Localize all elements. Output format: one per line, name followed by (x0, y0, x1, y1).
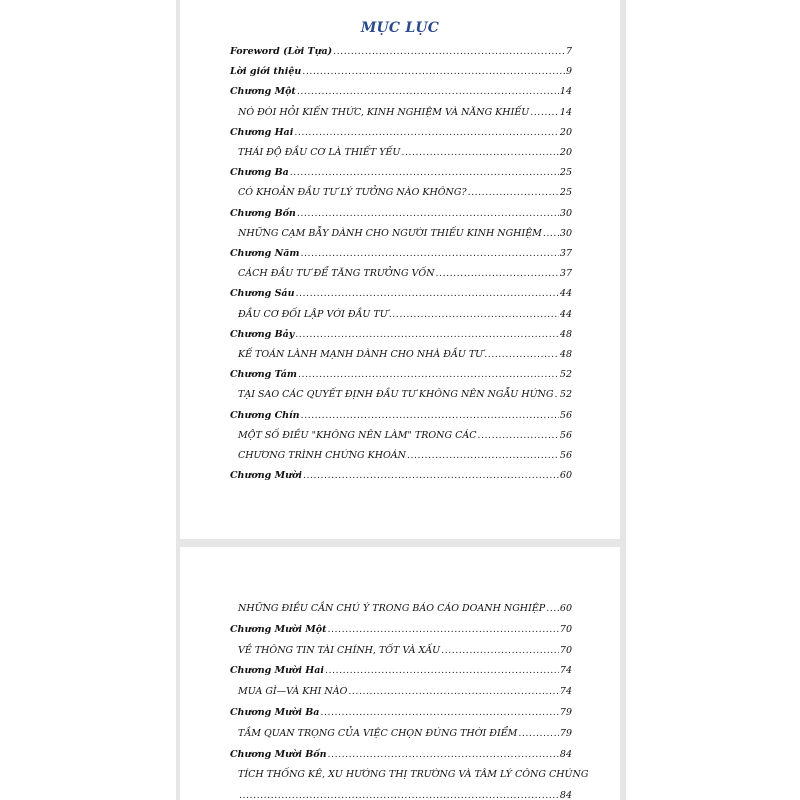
toc-leader-dots (543, 228, 559, 240)
toc-entry (230, 745, 572, 761)
toc-entry (238, 786, 572, 800)
toc-entry-label: Chương Bốn (230, 207, 296, 219)
toc-entry-page-number: 20 (559, 126, 572, 138)
toc-entry-label: Chương Chín (230, 409, 300, 421)
toc-entry (238, 724, 572, 740)
toc-entry-label: TẦM QUAN TRỌNG CỦA VIỆC CHỌN ĐÚNG THỜI ĐIỂM (238, 727, 518, 739)
toc-entry-page-number: 70 (559, 644, 572, 656)
toc-entry-page-number: 25 (559, 167, 572, 179)
toc-entry (230, 466, 572, 482)
toc-entry-label: Chương Mười Ba (230, 707, 320, 718)
document-page-1 (180, 0, 620, 539)
toc-entry (238, 682, 572, 698)
toc-entry-page-number: 25 (559, 187, 572, 199)
toc-entry (230, 661, 572, 677)
toc-entry (238, 264, 572, 280)
toc-entry-page-number: 30 (559, 207, 572, 219)
toc-leader-dots (407, 450, 559, 462)
toc-entry-label: Chương Mười Bốn (230, 748, 327, 760)
toc-entry-label: Chương Mười (230, 470, 302, 482)
toc-entry-label: ĐẦU CƠ ĐỐI LẬP VỚI ĐẦU TƯ (238, 308, 388, 320)
toc-entry-label: Chương Tám (230, 369, 297, 381)
toc-entry-label: Chương Ba (230, 167, 289, 179)
toc-entry (230, 163, 572, 179)
toc-entry (230, 42, 572, 58)
document-page-2 (180, 547, 620, 800)
toc-entry (230, 325, 572, 341)
toc-entry-page-number: 56 (559, 429, 572, 441)
toc-entry (238, 345, 572, 361)
toc-leader-dots (296, 288, 559, 300)
toc-entry-label: CÁCH ĐẦU TƯ ĐỂ TĂNG TRƯỞNG VỐN (238, 268, 435, 280)
toc-entry-label: Chương Bảy (230, 328, 295, 340)
toc-entry-label: Lời giới thiệu (230, 66, 302, 78)
toc-entry (238, 765, 589, 781)
toc-entry (230, 365, 572, 381)
toc-entry (230, 62, 572, 78)
toc-entry (238, 305, 572, 321)
toc-leader-dots (348, 686, 559, 698)
toc-leader-dots (298, 369, 559, 381)
toc-entry-label: THÁI ĐỘ ĐẦU CƠ LÀ THIẾT YẾU (238, 147, 401, 158)
toc-leader-dots (333, 46, 565, 58)
toc-entry-page-number: 14 (559, 86, 572, 98)
toc-entry-label: TÍCH THỐNG KÊ, XU HƯỚNG THỊ TRƯỜNG VÀ TÂM LÝ CÔNG CHÚNG (238, 769, 589, 781)
toc-leader-dots (530, 107, 559, 119)
toc-entry-page-number: 52 (559, 389, 572, 401)
toc-entry (238, 143, 572, 159)
toc-leader-dots (320, 707, 558, 719)
toc-leader-dots (297, 208, 559, 220)
toc-leader-dots (441, 645, 559, 657)
toc-leader-dots (302, 66, 565, 78)
toc-entry-page-number: 7 (565, 46, 572, 57)
toc-entry-label: Chương Một (230, 86, 296, 98)
toc-entry-label: KẾ TOÁN LÀNH MẠNH DÀNH CHO NHÀ ĐẦU TƯ (238, 349, 484, 360)
toc-entry (230, 123, 572, 139)
toc-leader-dots (436, 268, 559, 280)
toc-entry-label: Chương Năm (230, 248, 300, 259)
toc-entry-page-number: 60 (559, 470, 572, 482)
toc-entry-page-number: 44 (559, 308, 572, 320)
toc-leader-dots (401, 147, 558, 159)
toc-entry (238, 183, 572, 199)
toc-entry (238, 426, 572, 442)
toc-entry-page-number: 79 (559, 707, 572, 718)
toc-entry-page-number: 74 (559, 686, 572, 698)
toc-entry-label: Chương Sáu (230, 288, 295, 300)
toc-entry-label: NHỮNG CẠM BẪY DÀNH CHO NGƯỜI THIẾU KINH NGHIỆM (238, 227, 542, 239)
toc-leader-dots (290, 167, 559, 179)
toc-entry-label: CHƯƠNG TRÌNH CHỨNG KHOÁN (238, 450, 406, 461)
toc-entry-page-number: 56 (559, 409, 572, 421)
toc-entry (230, 82, 572, 98)
toc-leader-dots (303, 470, 559, 482)
toc-leader-dots (555, 389, 559, 401)
toc-entry-page-number: 9 (565, 66, 572, 78)
toc-entry-label: TẠI SAO CÁC QUYẾT ĐỊNH ĐẦU TƯ KHÔNG NÊN NGẪU HỨNG (238, 389, 554, 401)
toc-entry-page-number: 48 (559, 328, 572, 340)
toc-entry-page-number: 56 (559, 450, 572, 461)
toc-entry-page-number: 52 (559, 369, 572, 381)
toc-leader-dots (484, 349, 559, 361)
toc-entry (230, 620, 572, 636)
toc-leader-dots (239, 790, 559, 800)
toc-leader-dots (478, 430, 559, 442)
toc-entry-label: NHỮNG ĐIỀU CẦN CHÚ Ý TRONG BÁO CÁO DOANH NGHIỆP (238, 603, 546, 614)
toc-entry-page-number: 20 (559, 147, 572, 158)
toc-entry (238, 103, 572, 119)
toc-entry-label: Chương Mười Một (230, 623, 327, 635)
toc-entry-page-number: 14 (559, 106, 572, 118)
toc-entry-page-number: 79 (559, 727, 572, 739)
toc-leader-dots (295, 329, 559, 341)
toc-leader-dots (546, 603, 559, 615)
toc-entry-label: CÓ KHOẢN ĐẦU TƯ LÝ TƯỞNG NÀO KHÔNG? (238, 187, 467, 199)
toc-entry-page-number: 37 (559, 248, 572, 259)
toc-entry (238, 224, 572, 240)
toc-entry-page-number: 37 (559, 268, 572, 280)
toc-entry-label: Chương Hai (230, 126, 294, 138)
toc-leader-dots (389, 309, 559, 321)
toc-leader-dots (518, 728, 559, 740)
toc-entry-page-number: 84 (559, 748, 572, 760)
toc-leader-dots (468, 187, 559, 199)
toc-entry-page-number: 60 (559, 603, 572, 614)
toc-entry (230, 284, 572, 300)
toc-entry-page-number: 44 (559, 288, 572, 300)
toc-leader-dots (300, 248, 558, 260)
toc-leader-dots (294, 127, 559, 139)
toc-entry (238, 599, 572, 615)
toc-leader-dots (325, 665, 559, 677)
toc-entry-page-number: 30 (559, 227, 572, 239)
toc-entry-page-number: 48 (559, 349, 572, 360)
toc-entry-label: NÓ ĐÒI HỎI KIẾN THỨC, KINH NGHIỆM VÀ NĂNG KHIẾU (238, 106, 530, 118)
toc-entry (230, 204, 572, 220)
toc-entry-label: Chương Mười Hai (230, 665, 324, 677)
toc-entry-page-number: 84 (559, 790, 572, 800)
toc-entry (230, 406, 572, 422)
toc-entry-page-number: 74 (559, 665, 572, 677)
toc-entry (238, 385, 572, 401)
toc-entry-label: MUA GÌ—VÀ KHI NÀO (238, 686, 348, 698)
toc-title: MỤC LỤC (360, 20, 440, 36)
toc-entry (238, 641, 572, 657)
toc-entry-label: MỘT SỐ ĐIỀU "KHÔNG NÊN LÀM" TRONG CÁC (238, 429, 477, 441)
toc-entry (230, 244, 572, 260)
toc-entry-label: Foreword (Lời Tựa) (230, 46, 333, 57)
toc-leader-dots (327, 624, 558, 636)
toc-entry-label: VỀ THÔNG TIN TÀI CHÍNH, TỐT VÀ XẤU (238, 644, 441, 656)
toc-leader-dots (328, 749, 559, 761)
toc-leader-dots (301, 410, 559, 422)
toc-entry-page-number: 70 (559, 623, 572, 635)
toc-leader-dots (297, 86, 559, 98)
toc-entry (230, 703, 572, 719)
toc-entry (238, 446, 572, 462)
